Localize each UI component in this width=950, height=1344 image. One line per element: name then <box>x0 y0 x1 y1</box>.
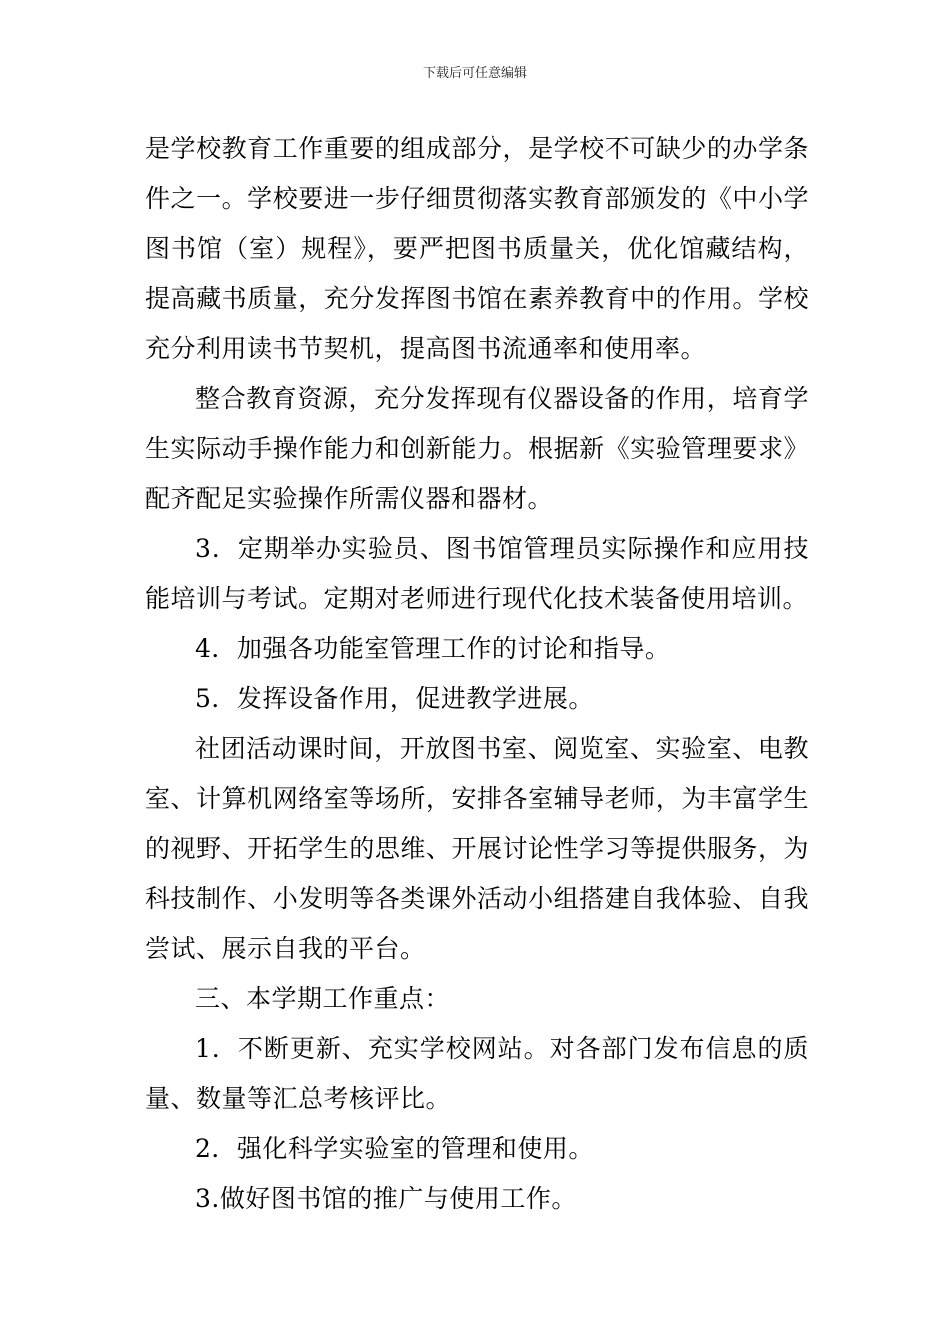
document-body <box>145 124 809 1224</box>
page-header: 下载后可任意编辑 <box>422 66 527 81</box>
paragraph-item-4-management: 4．加强各功能室管理工作的讨论和指导。 <box>195 634 671 663</box>
paragraph-focus-item-2-lab: 2．强化科学实验室的管理和使用。 <box>195 1134 594 1163</box>
paragraph-club-activities: 社团活动课时间，开放图书室、阅览室、实验室、电教室、计算机网络室等场所，安排各室辅导老师，为丰富学生的视野、开拓学生的思维、开展讨论性学习等提供服务，为科技制作、小发明等各类课外活动小组搭建自我体验、自我尝试、展示自我的平台。 <box>145 734 809 963</box>
paragraph-focus-item-3-library: 3.做好图书馆的推广与使用工作。 <box>195 1184 577 1213</box>
paragraph-equipment-resources: 整合教育资源，充分发挥现有仪器设备的作用，培育学生实际动手操作能力和创新能力。根据新《实验管理要求》配齐配足实验操作所需仪器和器材。 <box>145 384 809 513</box>
paragraph-focus-item-1-website: 1．不断更新、充实学校网站。对各部门发布信息的质量、数量等汇总考核评比。 <box>145 1034 809 1113</box>
section-heading-semester-focus: 三、本学期工作重点： <box>195 984 451 1013</box>
paragraph-item-3-training: 3．定期举办实验员、图书馆管理员实际操作和应用技能培训与考试。定期对老师进行现代化技术装备使用培训。 <box>145 534 809 613</box>
paragraph-item-5-equipment-use: 5．发挥设备作用，促进教学进展。 <box>195 684 594 713</box>
paragraph-library-continuation: 是学校教育工作重要的组成部分，是学校不可缺少的办学条件之一。学校要进一步仔细贯彻落实教育部颁发的《中小学图书馆（室）规程》，要严把图书质量关，优化馆藏结构，提高藏书质量，充分发挥图书馆在素养教育中的作用。学校充分利用读书节契机，提高图书流通率和使用率。 <box>145 134 809 363</box>
